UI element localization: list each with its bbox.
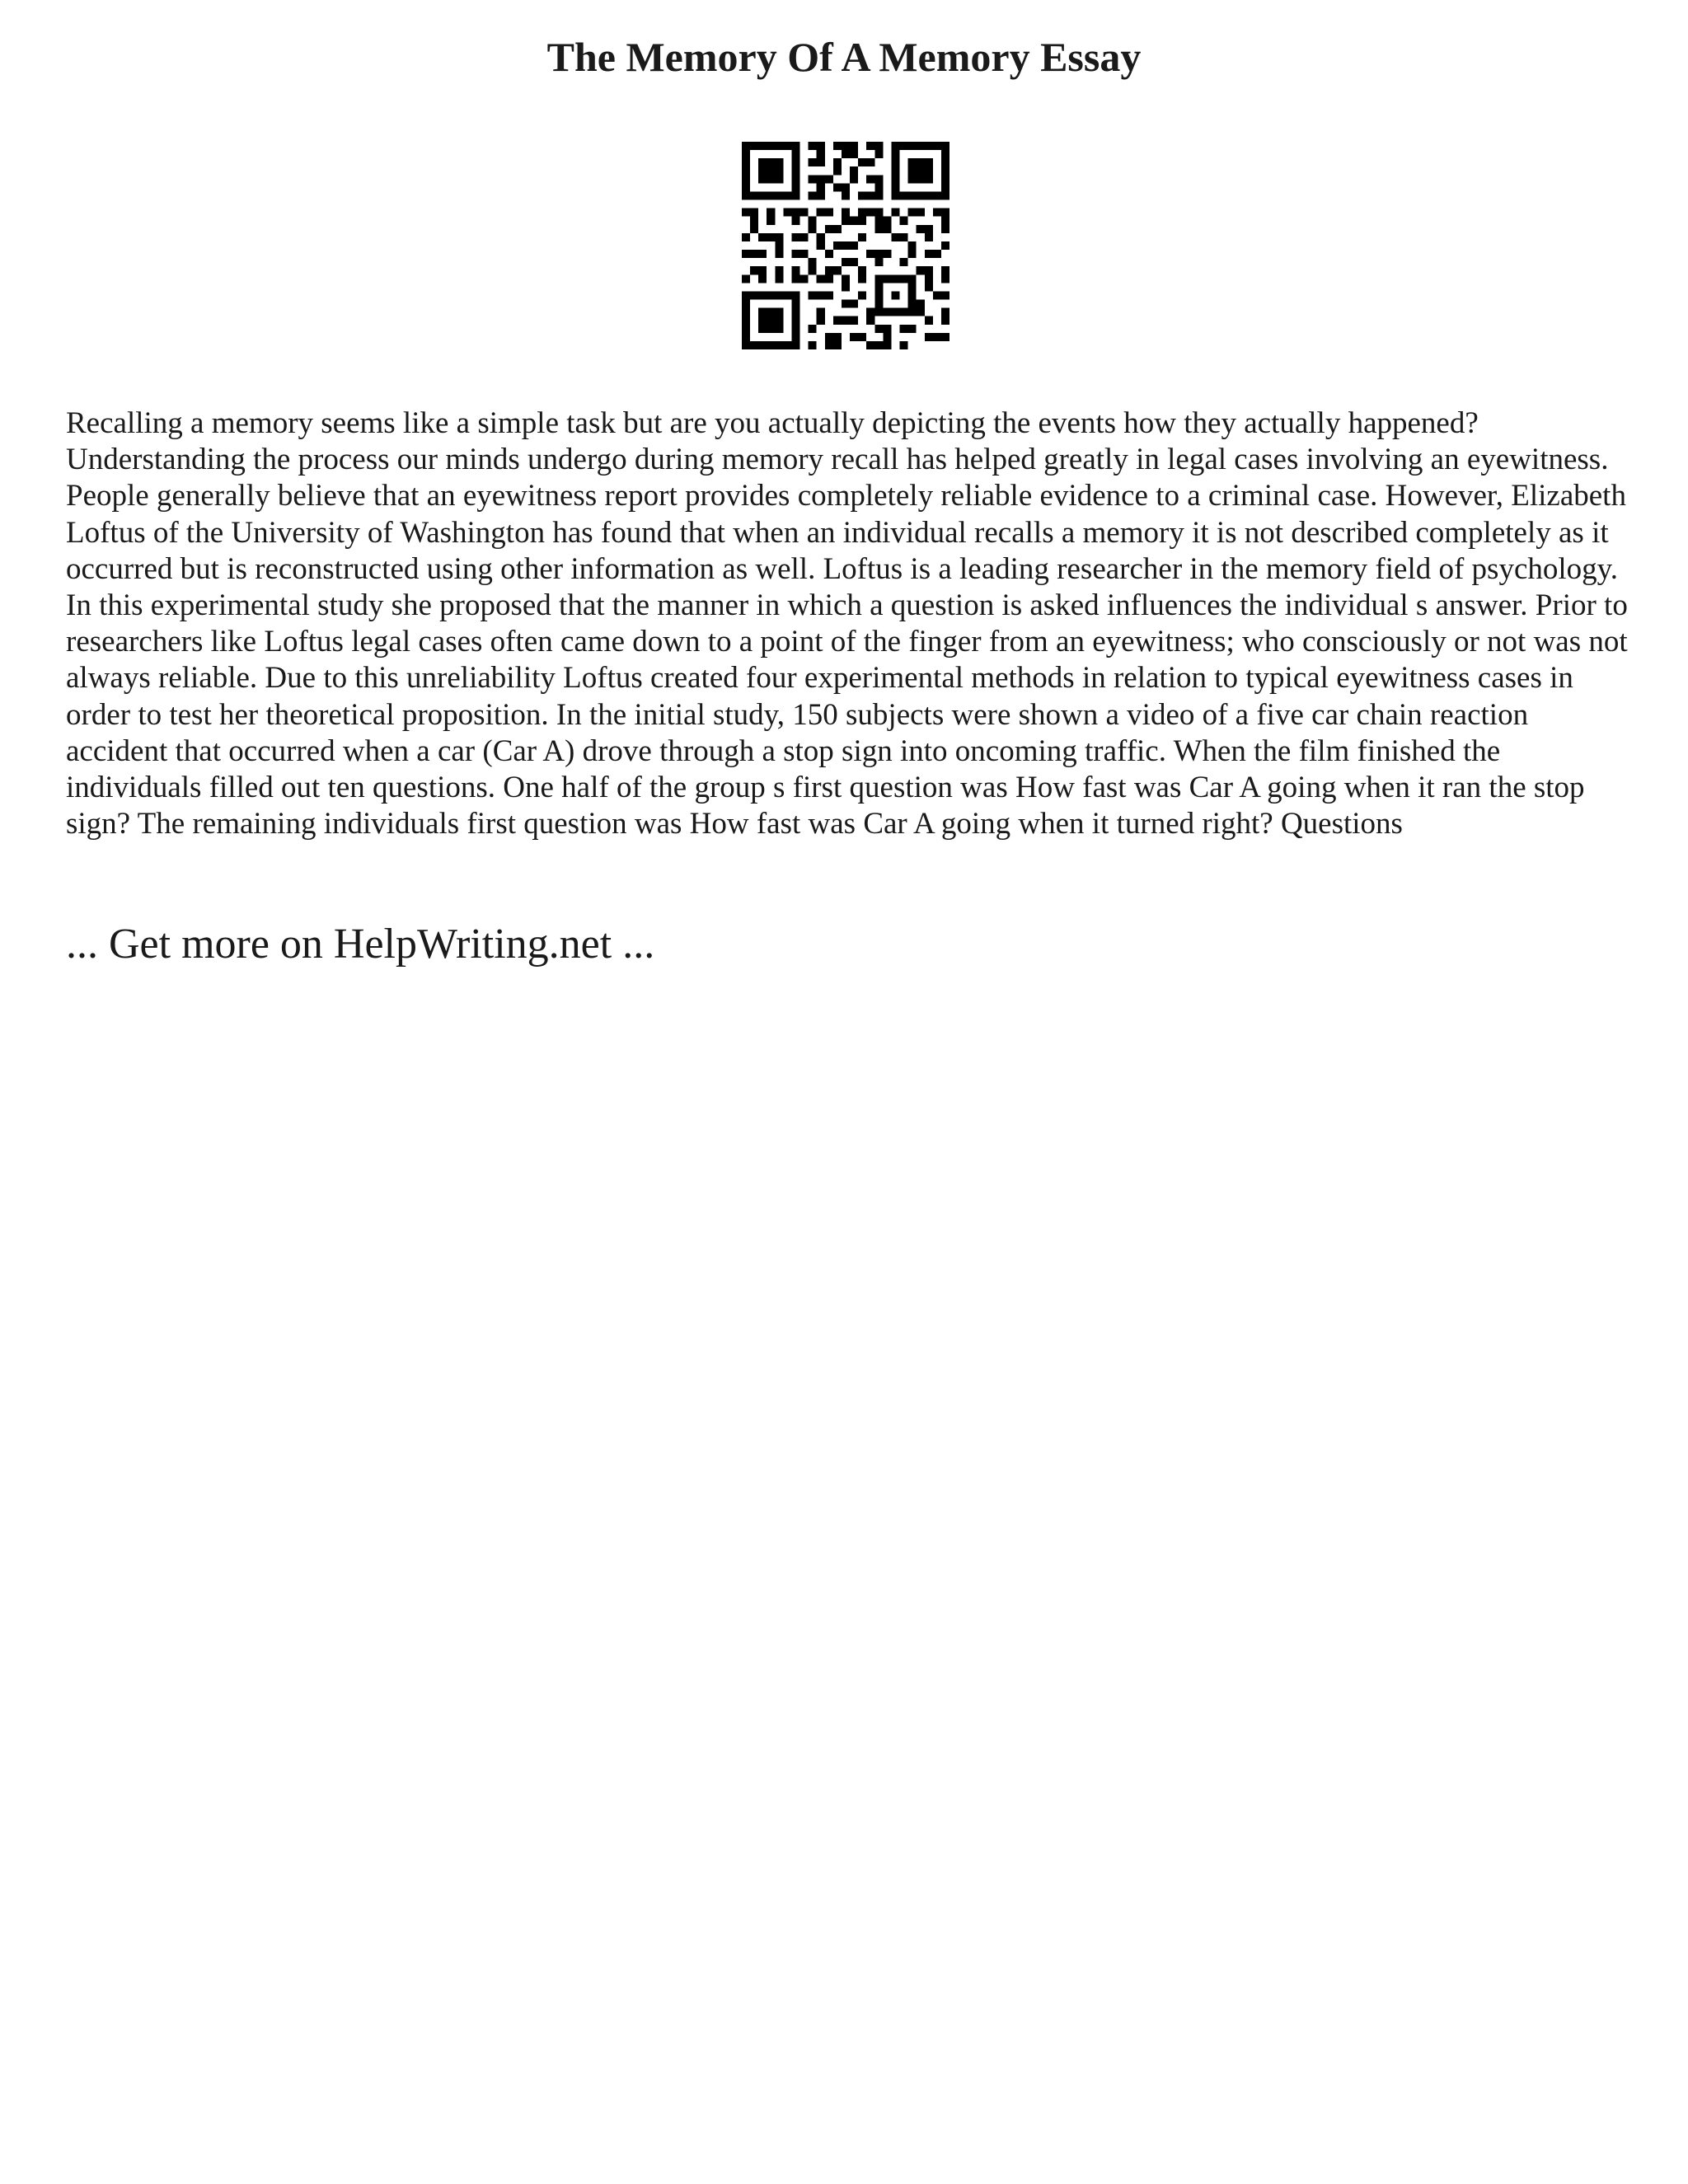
essay-paragraph: Recalling a memory seems like a simple task but are you actually depicting the events how they actually happened? Understanding the process our minds undergo during memory recall has helped greatly in legal cases involving an eyewitness. People generally believe that an eyewitness report provides completely reliable evidence to a criminal case. However, Elizabeth Loftus of the University of Washington has found that when an individual recalls a memory it is not described completely as it occurred but is reconstructed using other information as well. Loftus is a leading researcher in the memory field of psychology. In this experimental study she proposed that the manner in which a question is asked influences the individual s answer. Prior to researchers like Loftus legal cases often came down to a point of the finger from an eyewitness; who consciously or not was not always reliable. Due to this unreliability Loftus created four experimental methods in relation to typical eyewitness cases in order to test her theoretical proposition. In the initial study, 150 subjects were shown a video of a five car chain reaction accident that occurred when a car (Car A) drove through a stop sign into oncoming traffic. When the film finished the individuals filled out ten questions. One half of the group s first question was How fast was Car A going when it ran the stop sign? The remaining individuals first question was How fast was Car A going when it turned right? Questions	[66, 406, 1628, 841]
page-title: The Memory Of A Memory Essay	[546, 34, 1142, 80]
get-more-link[interactable]: ... Get more on HelpWriting.net ...	[66, 921, 655, 968]
qr-code-icon	[742, 142, 950, 349]
